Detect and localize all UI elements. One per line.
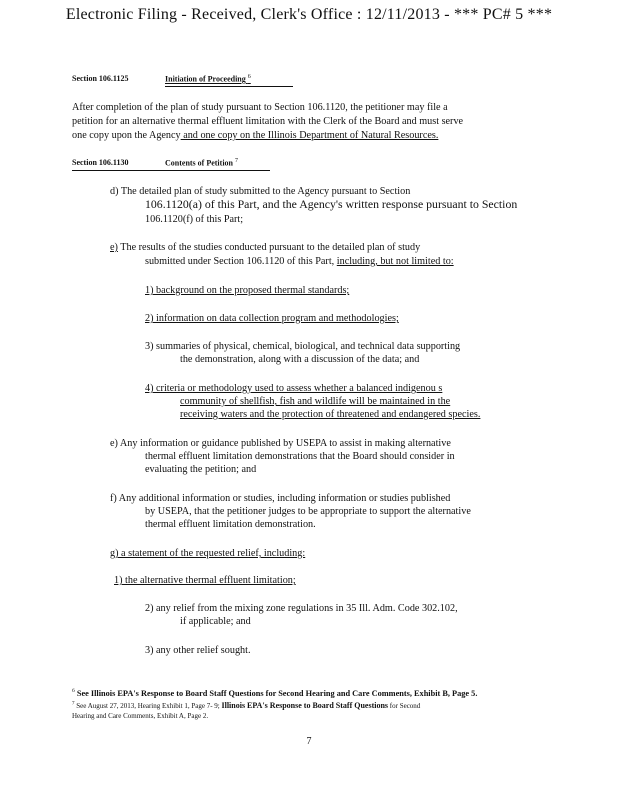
footnote-6-mark: 6: [72, 688, 75, 694]
section-1130-underline: [72, 170, 270, 171]
item-e-sub-1: 1) background on the proposed thermal standards;: [145, 285, 350, 296]
item-e-label: e): [110, 242, 118, 253]
footnote-7-line-1: [72, 701, 420, 710]
item-e-sub-4-line-2: community of shellfish, fish and wildlife will be maintained in the: [180, 396, 451, 407]
item-e2-line-2: thermal effluent limitation demonstrations that the Board should consider in: [145, 451, 455, 462]
item-e-sub-3-line-2: the demonstration, along with a discussion of the data; and: [180, 354, 420, 365]
footnote-7-line-2: Hearing and Care Comments, Exhibit A, Page 2.: [72, 712, 209, 720]
item-g-sub-2-line-1: 2) any relief from the mixing zone regulations in 35 Ill. Adm. Code 302.102,: [145, 603, 458, 614]
footnote-7-mark: 7: [72, 701, 75, 707]
item-e2-line-3: evaluating the petition; and: [145, 464, 257, 475]
filing-stamp-header: Electronic Filing - Received, Clerk's Office : 12/11/2013 - *** PC# 5 ***: [65, 6, 553, 23]
item-f-line-1: f) Any additional information or studies, including information or studies published: [110, 493, 451, 504]
page-number: 7: [306, 736, 312, 747]
footnote-7-part-3: for Second: [388, 702, 421, 710]
footnote-6: [72, 688, 477, 698]
item-g-sub-1: 1) the alternative thermal effluent limitation;: [114, 575, 296, 586]
section-1130-number: Section 106.1130: [72, 158, 129, 167]
section-1130-title-text: Contents of Petition: [165, 158, 233, 168]
section-1125-line-1: After completion of the plan of study pursuant to Section 106.1120, the petitioner may file a: [72, 102, 448, 113]
item-f-line-3: thermal effluent limitation demonstration.: [145, 519, 316, 530]
footnote-6-text: See Illinois EPA's Response to Board Staff Questions for Second Hearing and Care Comments, Exhibit B, Page 5.: [76, 688, 478, 698]
section-1130-title: [165, 158, 238, 168]
section-1125-line-3: [72, 129, 438, 142]
item-d-line-2: 106.1120(a) of this Part, and the Agency's written response pursuant to Section: [145, 197, 518, 211]
footnote-7-part-1: See August 27, 2013, Hearing Exhibit 1, Page 7- 9;: [76, 702, 222, 710]
item-e-line-2-text: submitted under Section 106.1120 of this Part,: [145, 256, 337, 267]
footnote-7-part-2: Illinois EPA's Response to Board Staff Questions: [221, 701, 389, 710]
section-1125-title-text: Initiation of Proceeding: [165, 74, 246, 84]
item-d-line-3: 106.1120(f) of this Part;: [145, 214, 244, 225]
footnote-ref-7: 7: [235, 158, 238, 164]
item-e-line-1: [110, 241, 420, 254]
item-e-inserted-text: including, but not limited to:: [336, 256, 454, 267]
item-e-sub-4-line-1: 4) criteria or methodology used to assess whether a balanced indigenou s: [145, 383, 443, 394]
item-e-sub-2: 2) information on data collection program and methodologies;: [145, 313, 399, 324]
item-e-line-2: [145, 255, 454, 268]
item-g-sub-2-line-2: if applicable; and: [180, 616, 251, 627]
section-1125-inserted-text: and one copy on the Illinois Department of Natural Resources.: [180, 130, 439, 141]
section-1125-line-2: petition for an alternative thermal effluent limitation with the Clerk of the Board and must serve: [72, 116, 464, 127]
section-1125-line-3-plain: one copy upon the Agency: [72, 130, 181, 141]
item-e2-line-1: e) Any information or guidance published by USEPA to assist in making alternative: [110, 438, 451, 449]
section-1125-underline: [165, 86, 293, 87]
item-e-sub-3-line-1: 3) summaries of physical, chemical, biological, and technical data supporting: [145, 341, 461, 352]
item-d-line-1: d) The detailed plan of study submitted to the Agency pursuant to Section: [110, 186, 411, 197]
item-g-line-1: g) a statement of the requested relief, including:: [110, 548, 306, 559]
item-e-sub-4-line-3: receiving waters and the protection of threatened and endangered species.: [180, 409, 481, 420]
section-1125-number: Section 106.1125: [72, 74, 129, 83]
item-e-line-1-text: The results of the studies conducted pursuant to the detailed plan of study: [117, 242, 421, 253]
item-f-line-2: by USEPA, that the petitioner judges to be appropriate to support the alternative: [145, 506, 471, 517]
section-1125-title: [165, 74, 251, 84]
footnote-ref-6: 6: [247, 74, 251, 80]
item-g-sub-3: 3) any other relief sought.: [145, 645, 251, 656]
